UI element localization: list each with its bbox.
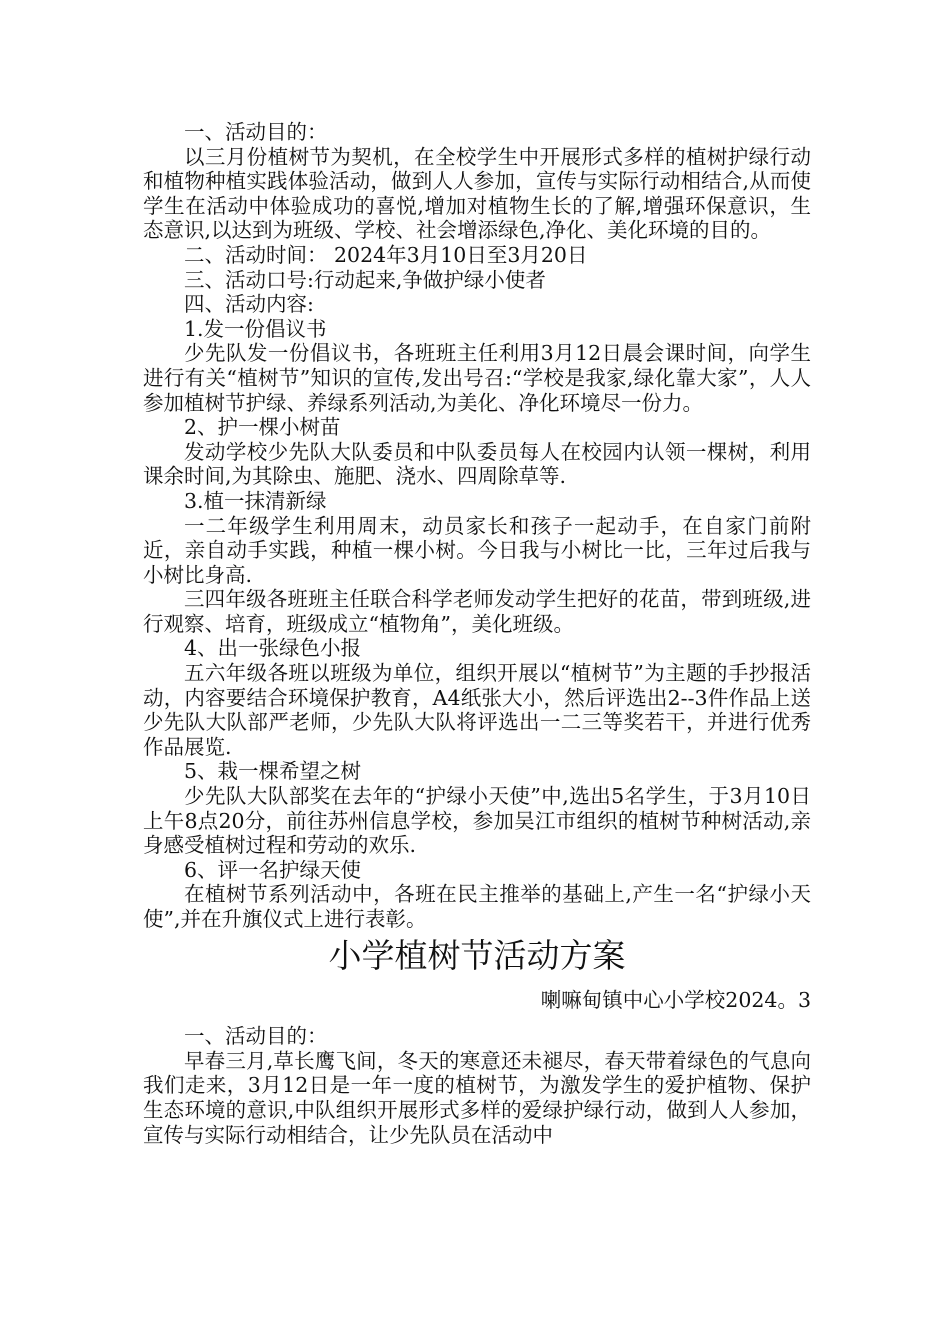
paragraph-spring-text: 早春三月,草长鹰飞间，冬天的寒意还未褪尽，春天带着绿色的气息向我们走来，3月12日是一年一度的植树节，为激发学生的爱护植物、保护生态环境的意识,中队组织开展形式多样的爱绿护绿行动，做到人人参加，宣传与实际行动相结合，让少先队员在活动中: [143, 1048, 811, 1147]
paragraph-protect-sapling-text: 发动学校少先队大队委员和中队委员每人在校园内认领一棵树，利用课余时间,为其除虫、施肥、浇水、四周除草等.: [143, 439, 811, 489]
subheading-green-newspaper: 4、出一张绿色小报: [184, 636, 362, 661]
school-date-line: 喇嘛甸镇中心小学校2024。3: [540, 987, 811, 1012]
heading-activity-purpose-second: 一、活动目的：: [184, 1024, 328, 1049]
subheading-plant-green: 3.植一抹清新绿: [184, 488, 327, 513]
subheading-hope-tree: 5、栽一棵希望之树: [184, 759, 362, 784]
paragraph-purpose-text: 以三月份植树节为契机，在全校学生中开展形式多样的植树护绿行动和植物种植实践体验活动，做到人人参加，宣传与实际行动相结合,从而使学生在活动中体验成功的喜悦,增加对植物生长的了解,增强环保意识，生态意识,以达到为班级、学校、社会增添绿色,净化、美化环境的目的。: [143, 144, 811, 243]
heading-activity-time: 二、活动时间： 2024年3月10日至3月20日: [184, 242, 588, 267]
paragraph-grade-three-four: 三四年级各班班主任联合科学老师发动学生把好的花苗，带到班级,进行观察、培育，班级成立“植物角”，美化班级。: [143, 587, 811, 636]
paragraph-hope-tree-text: 少先队大队部奖在去年的“护绿小天使”中,选出5名学生，于3月10日上午8点20分，前往苏州信息学校，参加吴江市组织的植树节种树活动,亲身感受植树过程和劳动的欢乐.: [143, 784, 811, 858]
document-title: 小学植树节活动方案: [328, 935, 626, 975]
paragraph-grade-one-two: 一二年级学生利用周末，动员家长和孩子一起动手，在自家门前附近，亲自动手实践，种植一棵小树。今日我与小树比一比，三年过后我与小树比身高.: [143, 513, 811, 587]
document-body: [143, 120, 811, 1147]
paragraph-green-angel-text: 在植树节系列活动中，各班在民主推举的基础上,产生一名“护绿小天使”,并在升旗仪式上进行表彰。: [143, 882, 811, 931]
subheading-protect-sapling: 2、护一棵小树苗: [184, 415, 341, 440]
paragraph-proposal-text: 少先队发一份倡议书，各班班主任利用3月12日晨会课时间，向学生进行有关“植树节”知识的宣传,发出号召:“学校是我家,绿化靠大家”，人人参加植树节护绿、养绿系列活动,为美化、净化环境尽一份力。: [143, 341, 811, 415]
heading-activity-purpose: 一、活动目的：: [184, 120, 328, 144]
heading-activity-content: 四、活动内容:: [184, 292, 314, 317]
subheading-proposal: 1.发一份倡议书: [184, 316, 327, 341]
paragraph-green-newspaper-text: 五六年级各班以班级为单位，组织开展以“植树节”为主题的手抄报活动，内容要结合环境保护教育，A4纸张大小，然后评选出2--3件作品上送少先队大队部严老师，少先队大队将评选出一二三等奖若干，并进行优秀作品展览.: [143, 661, 811, 759]
heading-activity-slogan: 三、活动口号:行动起来,争做护绿小使者: [184, 267, 546, 292]
subheading-green-angel: 6、评一名护绿天使: [184, 857, 362, 882]
